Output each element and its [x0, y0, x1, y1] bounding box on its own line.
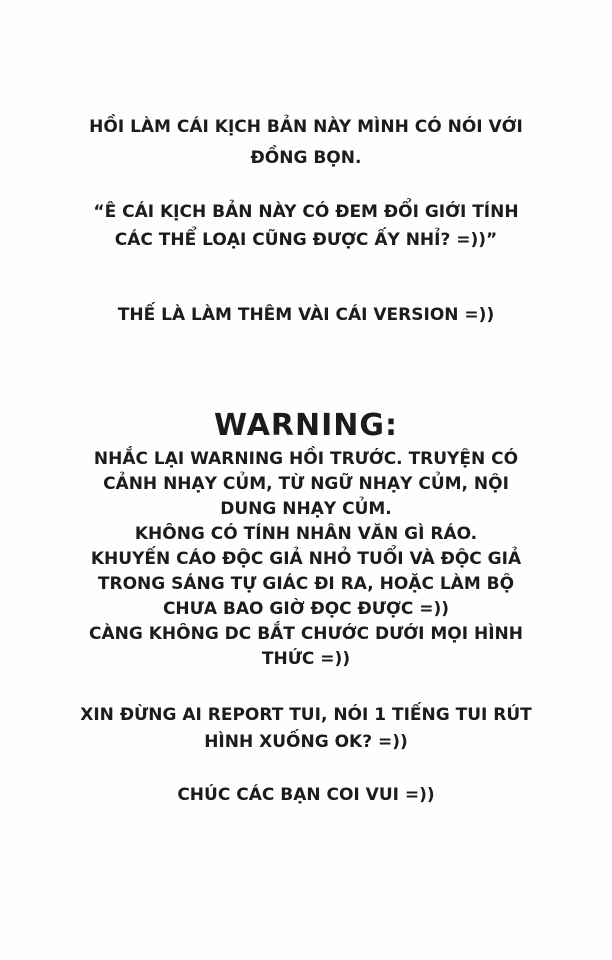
warning-line: DUNG NHẠY CỦM.: [220, 499, 392, 519]
warning-body: [0, 447, 612, 672]
warning-line: TRONG SÁNG TỰ GIÁC ĐI RA, HOẶC LÀM BỘ: [97, 574, 515, 594]
warning-line: CẢNH NHẠY CỦM, TỪ NGỮ NHẠY CỦM, NỘI: [103, 474, 509, 494]
warning-line: THỨC =)): [261, 649, 351, 669]
request-line: XIN ĐỪNG AI REPORT TUI, NÓI 1 TIẾNG TUI RÚT: [80, 705, 532, 725]
warning-line: NHẮC LẠI WARNING HỒI TRƯỚC. TRUYỆN CÓ: [93, 449, 519, 469]
request-line: HÌNH XUỐNG OK? =)): [204, 732, 408, 752]
warning-line: KHUYẾN CÁO ĐỘC GIẢ NHỎ TUỔI VÀ ĐỘC GIẢ: [90, 549, 522, 569]
quote-line: CÁC THỂ LOẠI CŨNG ĐƯỢC ẤY NHỈ? =))”: [114, 230, 498, 250]
warning-line: CHƯA BAO GIỜ ĐỌC ĐƯỢC =)): [162, 599, 450, 619]
intro-line: ĐỒNG BỌN.: [250, 148, 362, 168]
report-request: [0, 702, 612, 756]
warning-line: CÀNG KHÔNG DC BẮT CHƯỚC DƯỚI MỌI HÌNH: [89, 624, 523, 644]
warning-line: KHÔNG CÓ TÍNH NHÂN VĂN GÌ RÁO.: [134, 524, 478, 544]
version-line: THẾ LÀ LÀM THÊM VÀI CÁI VERSION =)): [117, 305, 495, 325]
version-note: [0, 302, 612, 328]
closing-line: CHÚC CÁC BẠN COI VUI =)): [177, 785, 435, 805]
quote-note: [0, 198, 612, 254]
intro-note: [0, 112, 612, 174]
warning-heading: WARNING:: [213, 408, 399, 443]
intro-line: HỒI LÀM CÁI KỊCH BẢN NÀY MÌNH CÓ NÓI VỚI: [89, 117, 523, 137]
quote-line: “Ê CÁI KỊCH BẢN NÀY CÓ ĐEM ĐỔI GIỚI TÍNH: [93, 202, 519, 222]
closing-wish: [0, 782, 612, 809]
